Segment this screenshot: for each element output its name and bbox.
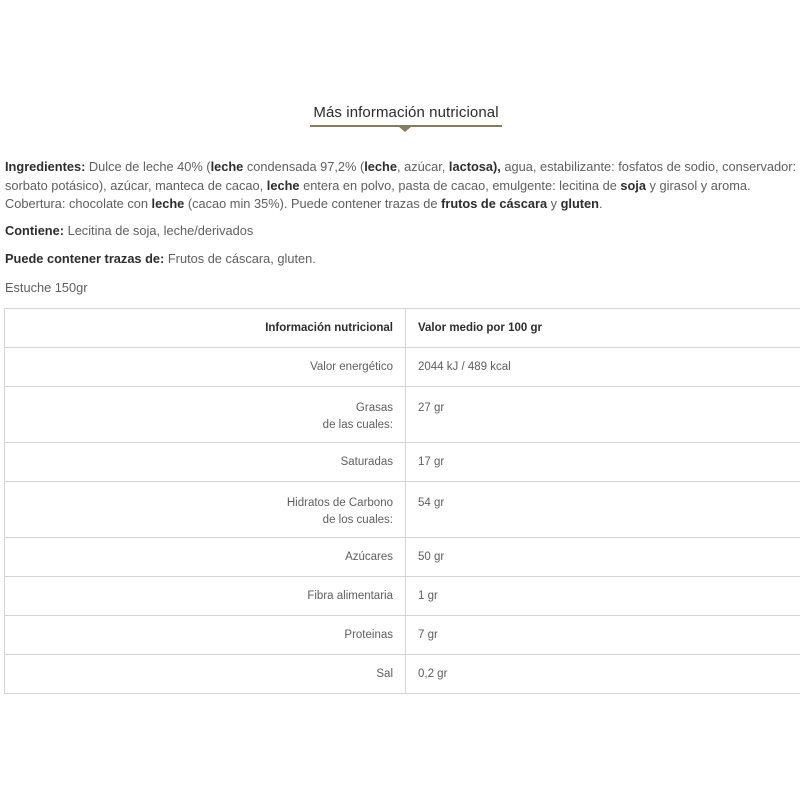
table-row <box>5 387 800 443</box>
nutrient-name: Hidratos de Carbono <box>286 497 393 509</box>
ingredients-text: y <box>547 196 561 211</box>
nutrient-label <box>5 482 406 538</box>
ingredients-label: Ingredientes: <box>5 159 86 174</box>
ingredients-allergen: gluten <box>560 196 599 211</box>
contains-paragraph <box>5 222 800 241</box>
table-row <box>5 443 800 482</box>
table-header-row <box>5 309 800 348</box>
contains-label: Contiene: <box>5 223 65 238</box>
nutrient-label <box>5 443 406 482</box>
table-header-right: Valor medio por 100 gr <box>406 309 800 348</box>
traces-label: Puede contener trazas de: <box>5 251 165 266</box>
table-row <box>5 616 800 655</box>
package-size: Estuche 150gr <box>5 280 88 295</box>
nutrition-table <box>4 308 800 694</box>
nutrient-name: Proteinas <box>344 629 393 641</box>
nutrient-name: Valor energético <box>310 361 393 373</box>
ingredients-text: Dulce de leche 40% ( <box>85 159 211 174</box>
traces-value: Frutos de cáscara, gluten. <box>164 251 316 266</box>
caret-down-icon <box>398 126 412 132</box>
table-row <box>5 538 800 577</box>
ingredients-text: , azúcar, <box>396 159 449 174</box>
nutrient-value: 54 gr <box>406 482 800 538</box>
nutrient-value: 27 gr <box>406 387 800 443</box>
nutrient-label <box>5 538 406 577</box>
nutrient-name: Sal <box>376 668 393 680</box>
ingredients-text: entera en polvo, pasta de cacao, emulgente: lecitina de <box>299 177 621 193</box>
table-row <box>5 655 800 694</box>
table-row <box>5 348 800 387</box>
nutrient-value: 50 gr <box>406 538 800 577</box>
ingredients-text: condensada 97,2% ( <box>243 159 365 174</box>
ingredients-text: (cacao min 35%). Puede contener trazas de <box>184 196 442 211</box>
nutrient-label <box>5 616 406 655</box>
ingredients-allergen: leche <box>266 177 300 193</box>
table-header-left: Información nutricional <box>5 309 406 348</box>
nutrient-name: Grasas <box>355 402 393 414</box>
nutrient-name: Saturadas <box>340 456 393 468</box>
nutrient-name: Fibra alimentaria <box>307 590 393 602</box>
nutrient-value: 1 gr <box>406 577 800 616</box>
nutrient-value: 0,2 gr <box>406 655 800 694</box>
ingredients-text: . <box>598 196 603 211</box>
nutrient-value: 7 gr <box>406 616 800 655</box>
ingredients-allergen: leche <box>151 196 185 211</box>
ingredients-allergen: frutos de cáscara <box>441 196 548 211</box>
table-row <box>5 577 800 616</box>
ingredients-allergen: leche <box>364 159 397 174</box>
ingredients-text: y girasol y aroma. Cobertura: chocolate con <box>5 177 751 211</box>
ingredients-text: agua, estabilizante: fosfatos de sodio, conservador: sorbato potásico), azúcar, manteca de cacao, <box>5 159 797 193</box>
ingredients-allergen: lactosa), <box>448 159 501 174</box>
ingredients-allergen: soja <box>620 177 646 193</box>
section-title[interactable]: Más información nutricional <box>313 104 499 121</box>
nutrient-name: Azúcares <box>345 551 393 563</box>
nutrient-value: 2044 kJ / 489 kcal <box>406 348 800 387</box>
nutrient-label <box>5 387 406 443</box>
nutrient-sublabel: de las cuales: <box>322 419 393 431</box>
nutrient-value: 17 gr <box>406 443 800 482</box>
ingredients-paragraph <box>5 158 800 214</box>
contains-value: Lecitina de soja, leche/derivados <box>64 223 254 238</box>
nutrient-label <box>5 655 406 694</box>
nutrient-sublabel: de los cuales: <box>322 514 393 526</box>
nutrient-label <box>5 348 406 387</box>
table-row <box>5 482 800 538</box>
ingredients-allergen: leche <box>210 159 244 174</box>
traces-paragraph <box>5 250 800 269</box>
nutrient-label <box>5 577 406 616</box>
